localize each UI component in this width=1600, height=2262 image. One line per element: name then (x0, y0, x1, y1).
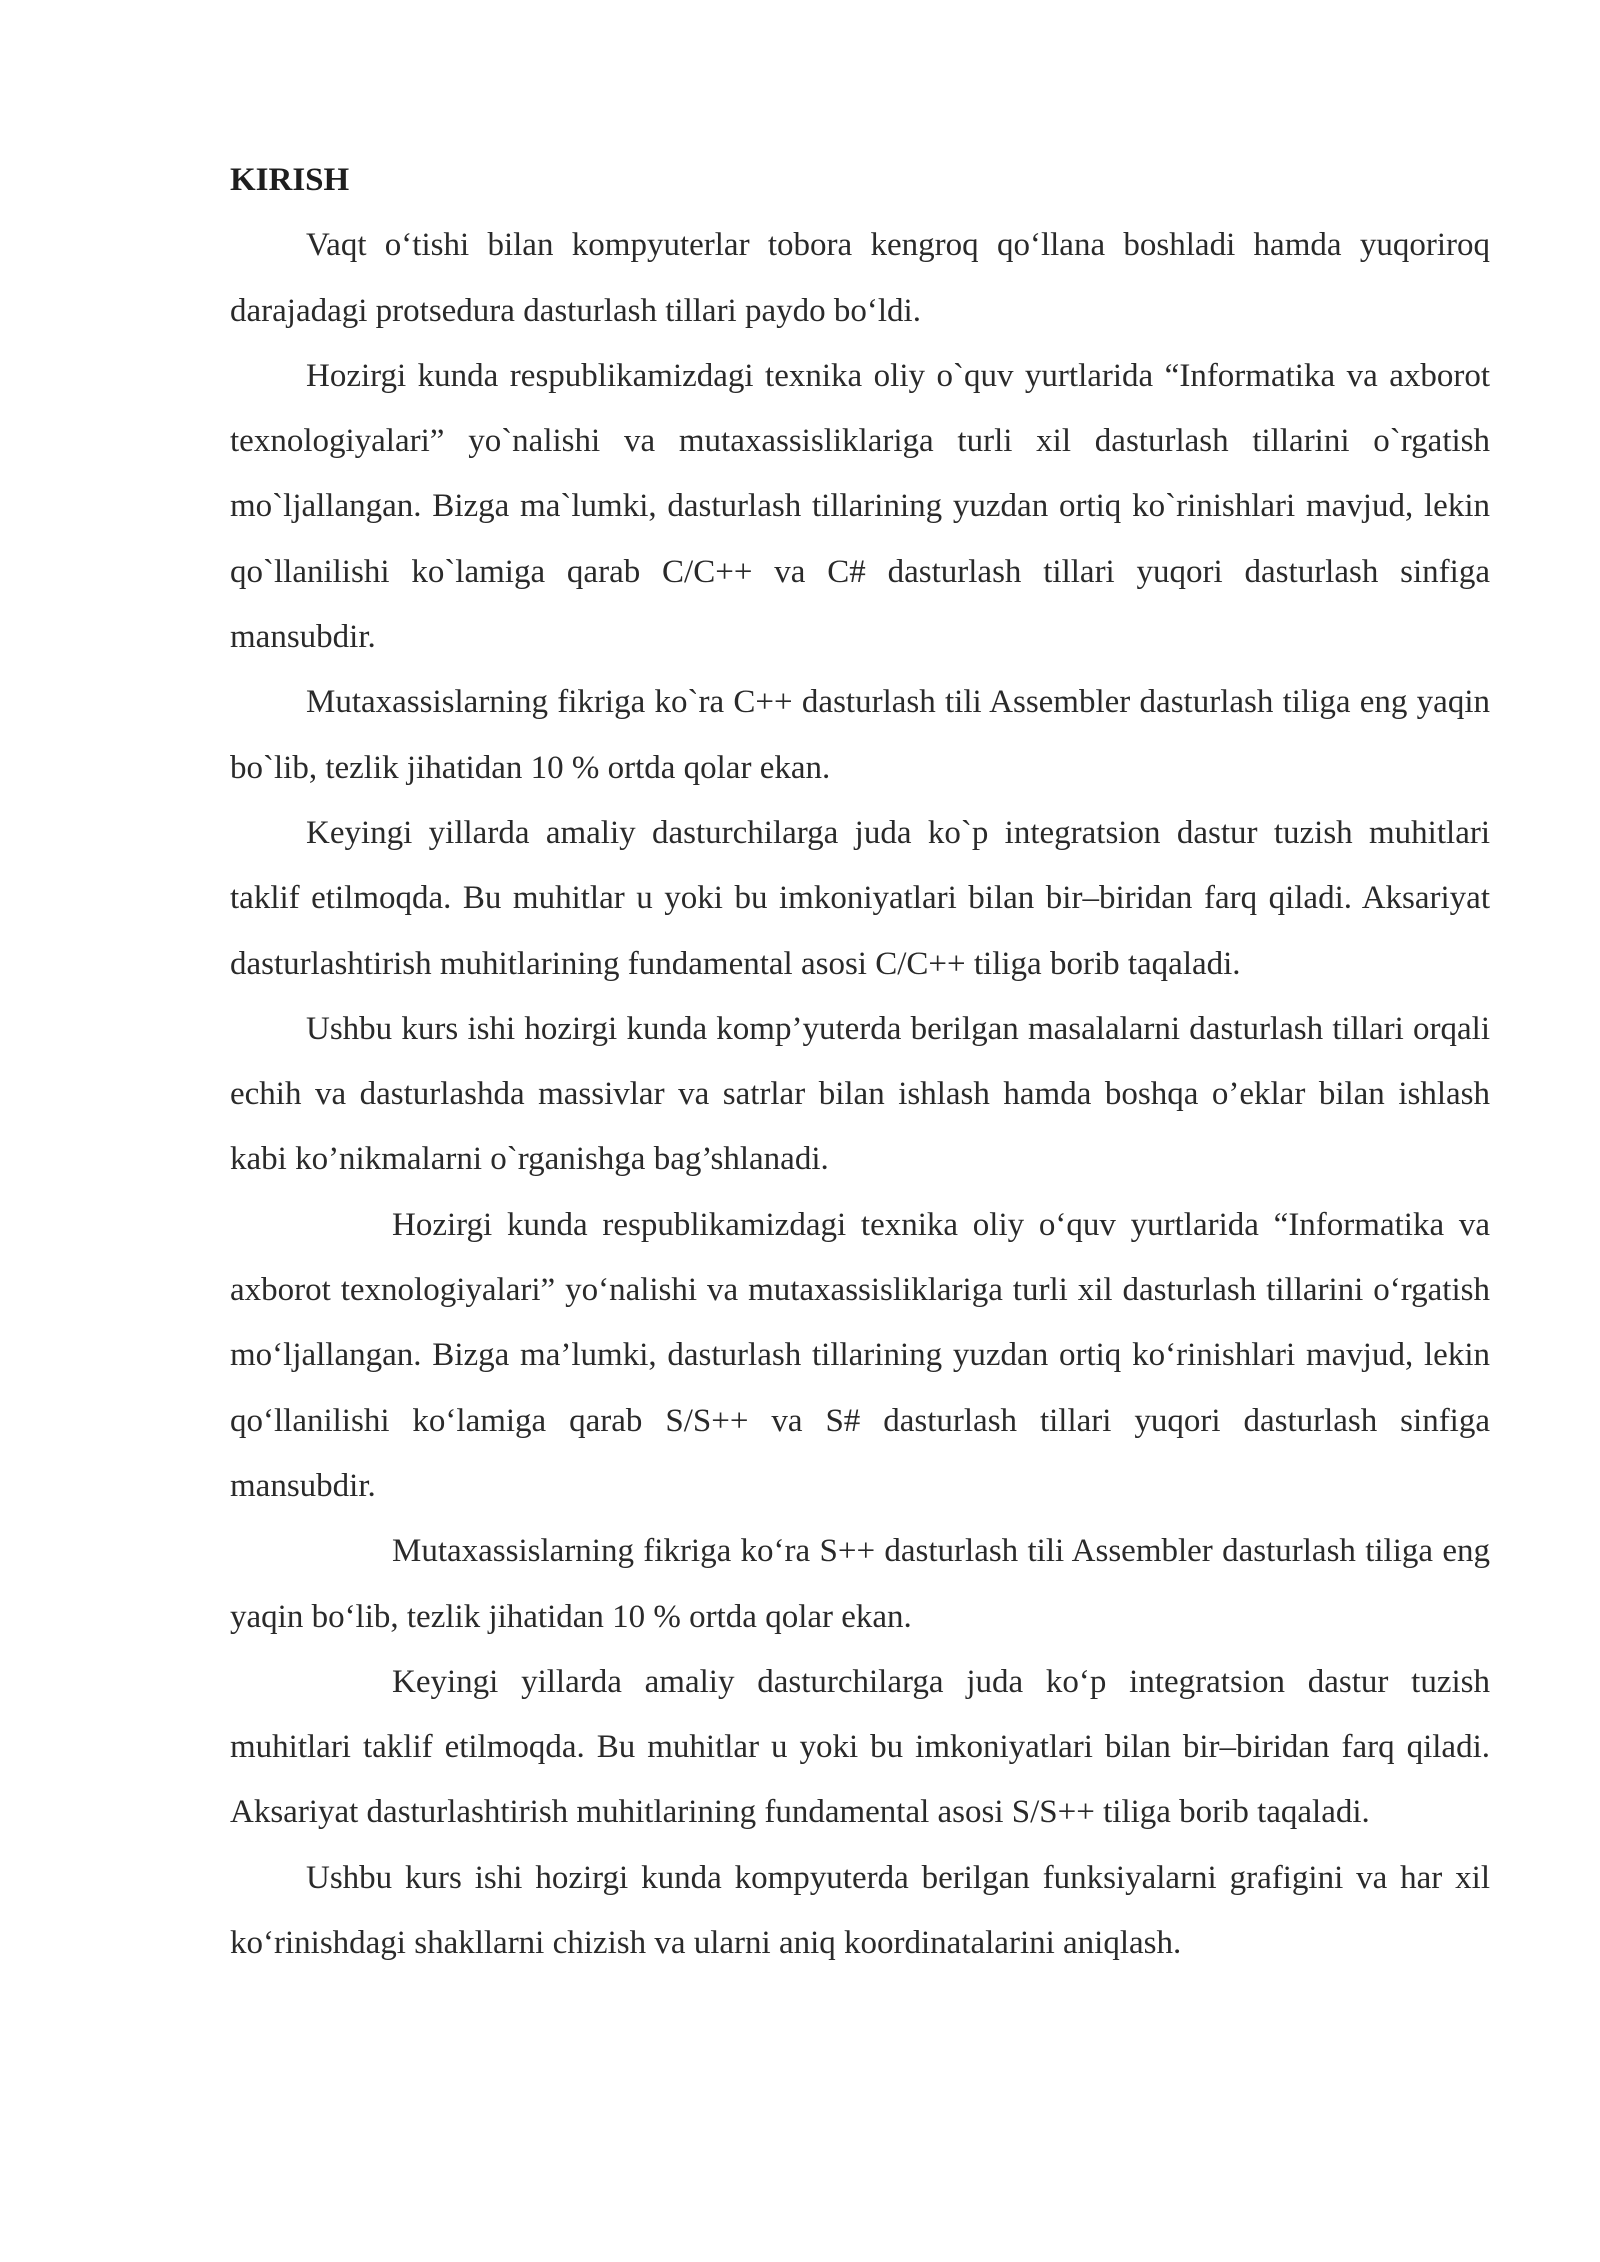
document-body (230, 148, 1490, 1976)
paragraph-9: Ushbu kurs ishi hozirgi kunda kompyuterda berilgan funksiyalarni grafigini va har xil ko‘rinishdagi shakllarni chizish va ularni aniq koordinatalarini aniqlash. (230, 1859, 1490, 1962)
paragraph-6: Hozirgi kunda respublikamizdagi texnika oliy o‘quv yurtlarida “Informatika va axborot texnologiyalari” yo‘nalishi va mutaxassisliklariga turli xil dasturlash tillarini o‘rgatish mo‘ljallangan. Bizga ma’lumki, dasturlash tillarining yuzdan ortiq ko‘rinishlari mavjud, lekin qo‘llanilishi ko‘lamiga qarab S/S++ va S# dasturlash tillari yuqori dasturlash sinfiga mansubdir. (230, 1206, 1490, 1504)
paragraph-4: Keyingi yillarda amaliy dasturchilarga juda ko`p integratsion dastur tuzish muhitlari taklif etilmoqda. Bu muhitlar u yoki bu imkoniyatlari bilan bir–biridan farq qiladi. Aksariyat dasturlashtirish muhitlarining fundamental asosi C/C++ tiliga borib taqaladi. (230, 814, 1490, 982)
paragraph-5: Ushbu kurs ishi hozirgi kunda komp’yuterda berilgan masalalarni dasturlash tillari orqali echih va dasturlashda massivlar va satrlar bilan ishlash hamda boshqa o’eklar bilan ishlash kabi ko’nikmalarni o`rganishga bag’shlanadi. (230, 1010, 1490, 1178)
paragraph-3: Mutaxassislarning fikriga ko`ra C++ dasturlash tili Assembler dasturlash tiliga eng yaqin bo`lib, tezlik jihatidan 10 % ortda qolar ekan. (230, 684, 1490, 786)
paragraph-2: Hozirgi kunda respublikamizdagi texnika oliy o`quv yurtlarida “Informatika va axborot texnologiyalari” yo`nalishi va mutaxassisliklariga turli xil dasturlash tillarini o`rgatish mo`ljallangan. Bizga ma`lumki, dasturlash tillarining yuzdan ortiq ko`rinishlari mavjud, lekin qo`llanilishi ko`lamiga qarab C/C++ va C# dasturlash tillari yuqori dasturlash sinfiga mansubdir. (230, 357, 1490, 656)
section-heading: KIRISH (230, 162, 350, 198)
paragraph-8: Keyingi yillarda amaliy dasturchilarga juda ko‘p integratsion dastur tuzish muhitlari taklif etilmoqda. Bu muhitlar u yoki bu imkoniyatlari bilan bir–biridan farq qiladi. Aksariyat dasturlashtirish muhitlarining fundamental asosi S/S++ tiliga borib taqaladi. (230, 1663, 1490, 1831)
paragraph-7: Mutaxassislarning fikriga ko‘ra S++ dasturlash tili Assembler dasturlash tiliga eng yaqin bo‘lib, tezlik jihatidan 10 % ortda qolar ekan. (230, 1533, 1490, 1635)
paragraph-1: Vaqt o‘tishi bilan kompyuterlar tobora kengroq qo‘llana boshladi hamda yuqoriroq darajadagi protsedura dasturlash tillari paydo bo‘ldi. (230, 227, 1490, 329)
